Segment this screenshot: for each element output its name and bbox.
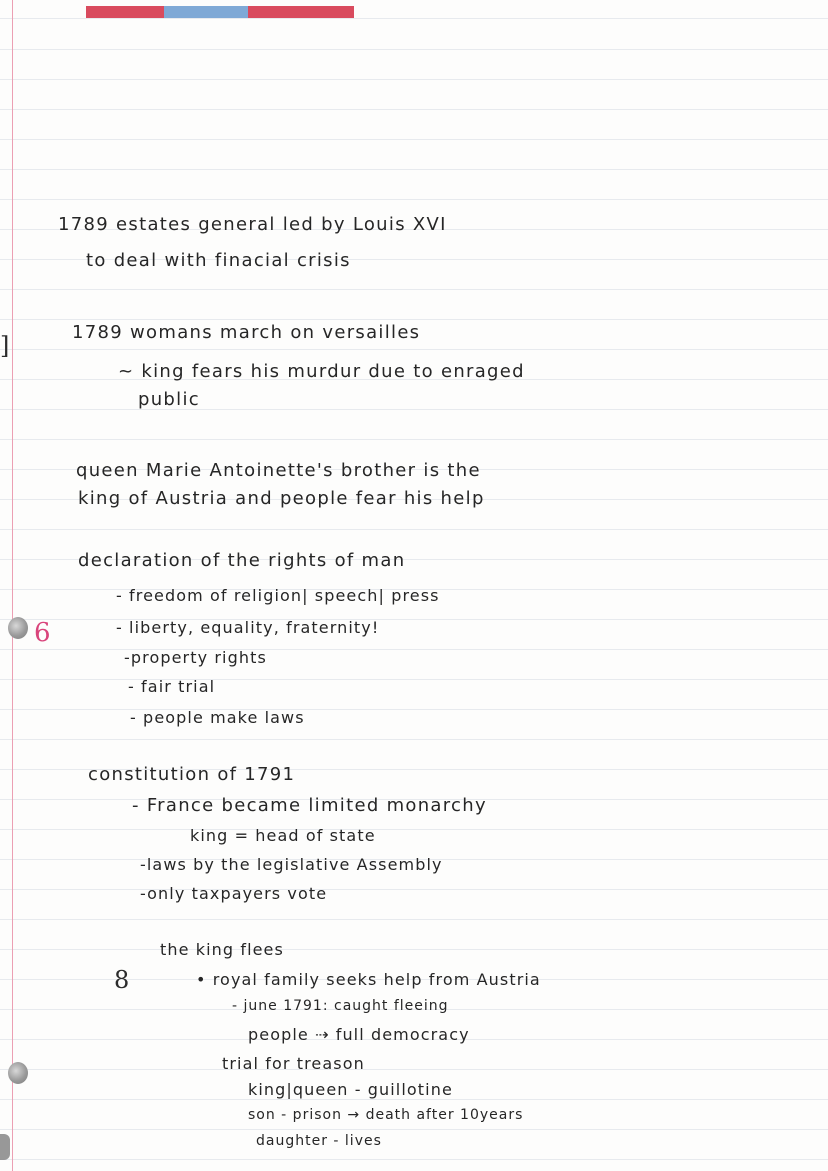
- tape-strip-red-left: [86, 6, 164, 18]
- constitution-line-4: -only taxpayers vote: [140, 884, 328, 903]
- declaration-item: - people make laws: [130, 708, 305, 727]
- womens-march-line-2: ~ king fears his murdur due to enraged: [118, 361, 525, 382]
- constitution-line-2: king = head of state: [190, 826, 376, 845]
- king-flees-line-3: people ⇢ full democracy: [248, 1025, 470, 1044]
- queen-marie-line-1: queen Marie Antoinette's brother is the: [76, 460, 481, 481]
- estates-general-line-2: to deal with finacial crisis: [86, 250, 351, 271]
- declaration-item: - fair trial: [128, 677, 216, 696]
- king-flees-line-7: daughter - lives: [256, 1133, 382, 1149]
- section-number: 8: [114, 966, 130, 994]
- binder-hole-icon: [8, 1062, 28, 1084]
- king-flees-line-1: • royal family seeks help from Austria: [196, 970, 541, 989]
- margin-line: [12, 0, 13, 1171]
- tape-strip-blue: [164, 6, 248, 18]
- declaration-item: -property rights: [124, 648, 267, 667]
- womens-march-line-1: 1789 womans march on versailles: [72, 322, 421, 343]
- constitution-heading: constitution of 1791: [88, 764, 296, 785]
- binder-hole-icon: [8, 617, 28, 639]
- queen-marie-line-2: king of Austria and people fear his help: [78, 488, 485, 509]
- declaration-heading: declaration of the rights of man: [78, 550, 406, 571]
- binder-ring-icon: [0, 1134, 10, 1160]
- constitution-line-1: - France became limited monarchy: [132, 795, 487, 816]
- king-flees-line-2: - june 1791: caught fleeing: [232, 998, 449, 1014]
- declaration-item: - liberty, equality, fraternity!: [116, 618, 380, 637]
- constitution-line-3: -laws by the legislative Assembly: [140, 855, 443, 874]
- king-flees-heading: the king flees: [160, 940, 284, 959]
- tape-strip-red-right: [248, 6, 354, 18]
- margin-tick: ]: [0, 332, 10, 360]
- king-flees-line-5: king|queen - guillotine: [248, 1080, 453, 1099]
- estates-general-line-1: 1789 estates general led by Louis XVI: [58, 214, 447, 235]
- king-flees-line-6: son - prison → death after 10years: [248, 1107, 524, 1123]
- king-flees-line-4: trial for treason: [222, 1054, 365, 1073]
- womens-march-line-3: public: [138, 389, 200, 410]
- margin-number-pink: 6: [34, 618, 51, 648]
- declaration-item: - freedom of religion| speech| press: [116, 586, 440, 605]
